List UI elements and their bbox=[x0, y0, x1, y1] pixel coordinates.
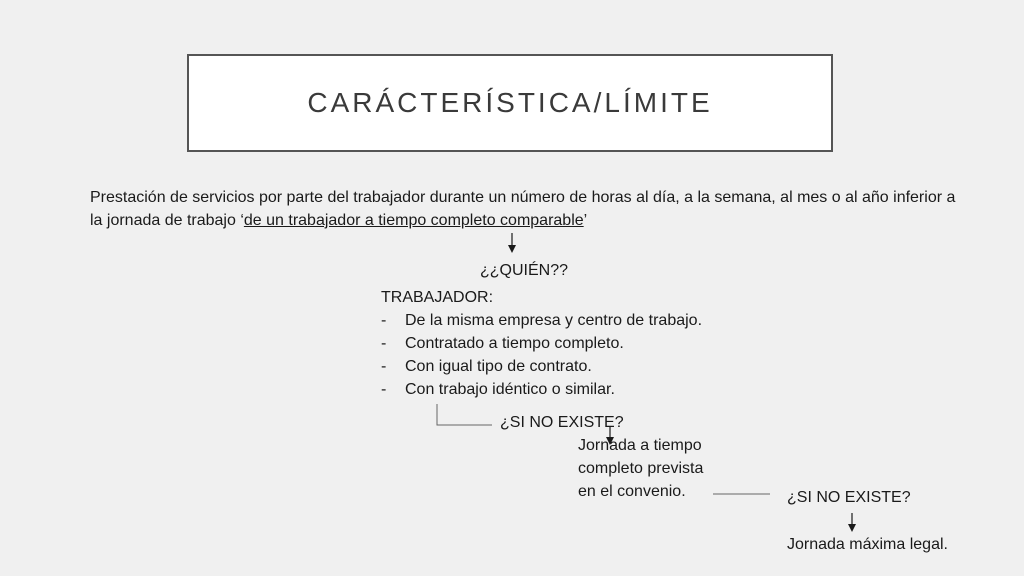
list-item-text: Contratado a tiempo completo. bbox=[405, 335, 624, 352]
definition-closing-quote: ’ bbox=[583, 212, 588, 229]
elbow-connector bbox=[437, 404, 492, 425]
worker-heading: TRABAJADOR: bbox=[381, 289, 494, 306]
if-not-exists-label-1: ¿SI NO EXISTE? bbox=[500, 414, 624, 431]
definition-text: Prestación de servicios por parte del trabajador durante un número de horas al día, a la semana, al mes o al año inferior a la jornada de trabajo ‘ bbox=[90, 189, 956, 229]
list-item-text: De la misma empresa y centro de trabajo. bbox=[405, 312, 703, 329]
fallback-convenio: Jornada a tiempo completo prevista en el convenio. bbox=[578, 437, 704, 500]
list-item-text: Con igual tipo de contrato. bbox=[405, 358, 592, 375]
list-dash: - bbox=[381, 358, 387, 375]
question-who: ¿¿QUIÉN?? bbox=[480, 262, 569, 279]
fallback-legal-max: Jornada máxima legal. bbox=[787, 536, 948, 553]
slide-title: CARÁCTERÍSTICA/LÍMITE bbox=[307, 87, 713, 118]
list-dash: - bbox=[381, 312, 387, 329]
list-dash: - bbox=[381, 335, 387, 352]
list-item-text: Con trabajo idéntico o similar. bbox=[405, 381, 615, 398]
list-dash: - bbox=[381, 381, 387, 398]
if-not-exists-label-2: ¿SI NO EXISTE? bbox=[787, 489, 911, 506]
definition-underlined: de un trabajador a tiempo completo comparable bbox=[243, 212, 584, 229]
